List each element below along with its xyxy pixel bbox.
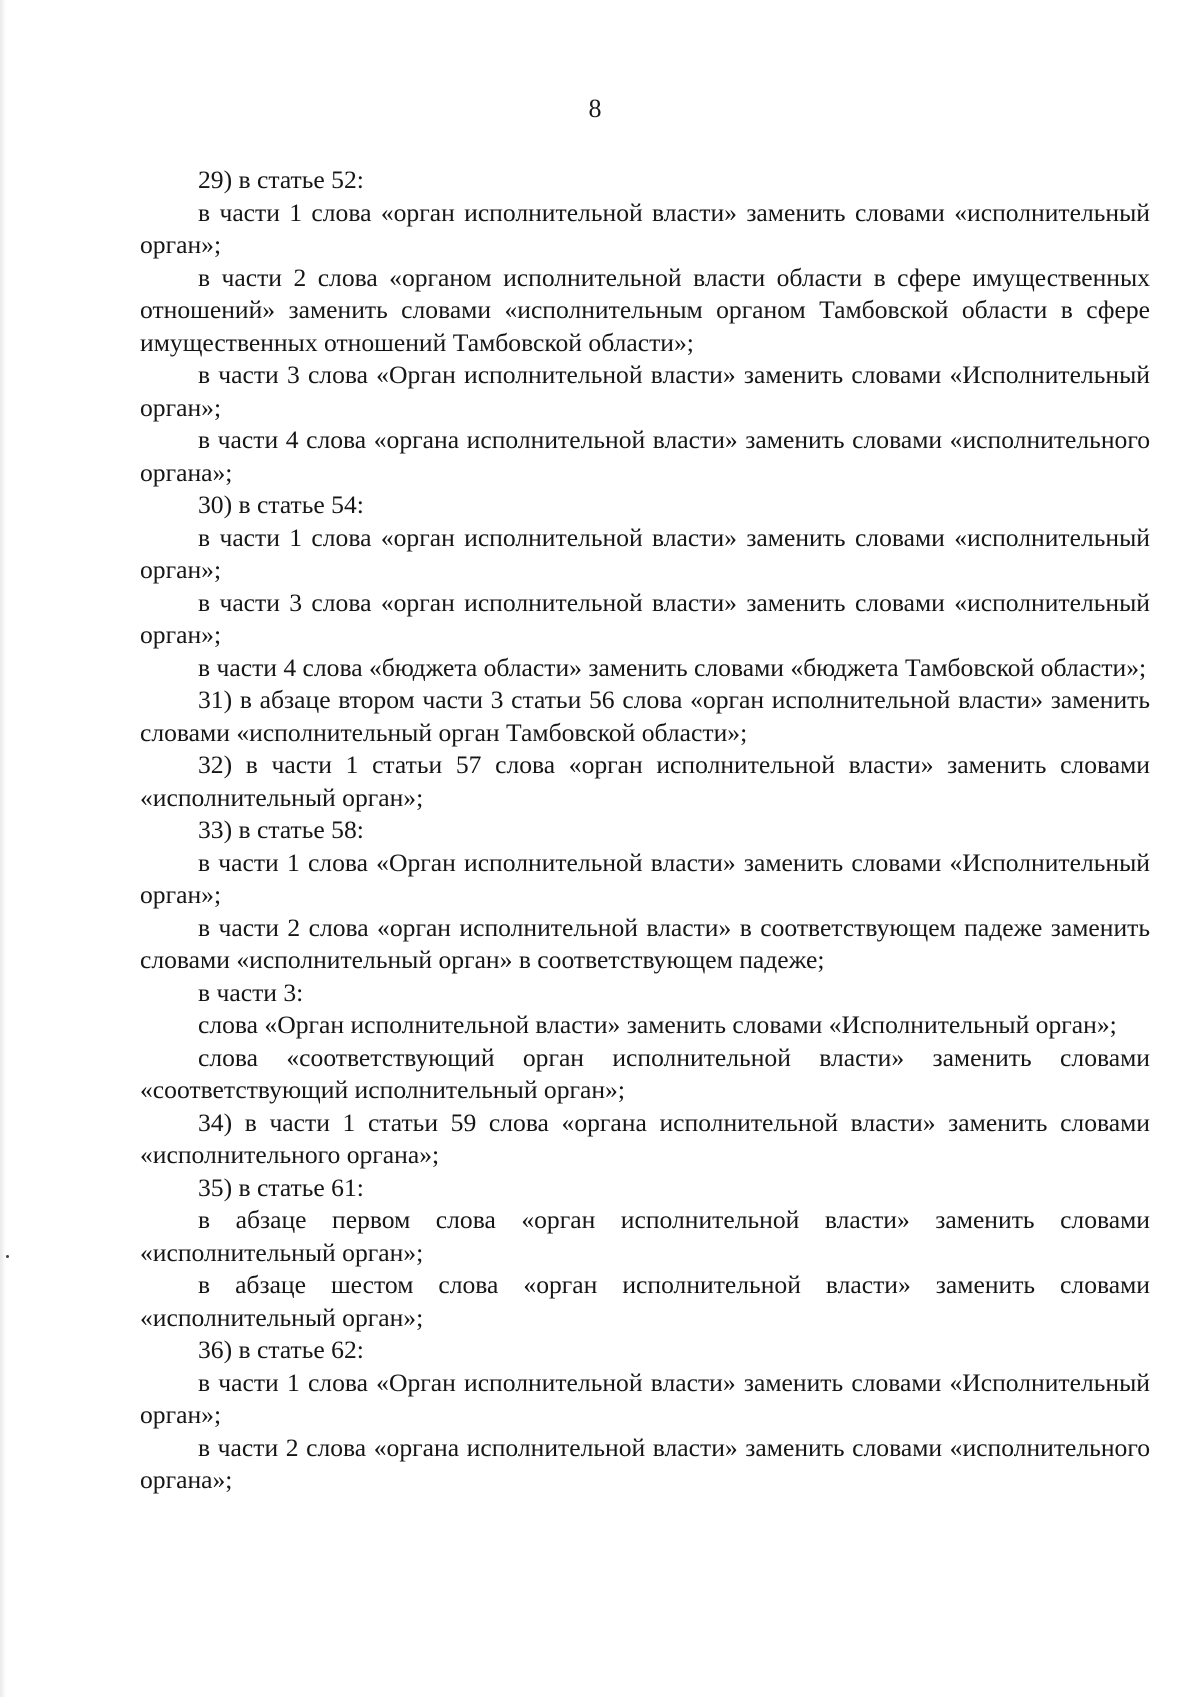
paragraph: слова «соответствующий орган исполнительной власти» заменить словами «соответствующий исполнительный орган»;	[140, 1042, 1150, 1104]
paragraph-item-32: 32) в части 1 статьи 57 слова «орган исполнительной власти» заменить словами «исполнительный орган»;	[140, 750, 1150, 812]
scan-edge-shadow	[0, 0, 6, 1697]
paragraph: в части 2 слова «органа исполнительной власти» заменить словами «исполнительного органа»;	[140, 1432, 1150, 1494]
paragraph: слова «Орган исполнительной власти» заменить словами «Исполнительный орган»;	[198, 1010, 1117, 1039]
paragraph-item-30: 30) в статье 54:	[198, 490, 364, 519]
paragraph: в части 1 слова «Орган исполнительной власти» заменить словами «Исполнительный орган»;	[140, 847, 1150, 909]
paragraph: в части 4 слова «органа исполнительной власти» заменить словами «исполнительного органа»;	[140, 425, 1150, 487]
paragraph: в части 2 слова «органом исполнительной власти области в сфере имущественных отношений» заменить словами «исполнительным органом Тамбовской области в сфере имущественных отношений Тамбовской области»;	[140, 262, 1150, 357]
paragraph: в части 4 слова «бюджета области» заменить словами «бюджета Тамбовской области»;	[198, 652, 1147, 682]
paragraph-item-34: 34) в части 1 статьи 59 слова «органа исполнительной власти» заменить словами «исполнительного органа»;	[140, 1107, 1150, 1169]
paragraph: в части 3 слова «Орган исполнительной власти» заменить словами «Исполнительный орган»;	[140, 360, 1150, 422]
paragraph-item-29: 29) в статье 52:	[198, 165, 364, 194]
paragraph-item-35: 35) в статье 61:	[198, 1172, 364, 1202]
paragraph: в абзаце первом слова «орган исполнительной власти» заменить словами «исполнительный орган»;	[140, 1205, 1150, 1267]
paragraph: в части 3 слова «орган исполнительной власти» заменить словами «исполнительный орган»;	[140, 587, 1150, 649]
paragraph: в части 3:	[198, 977, 304, 1007]
paragraph: в части 1 слова «орган исполнительной власти» заменить словами «исполнительный орган»;	[140, 197, 1150, 259]
document-body	[140, 164, 1150, 1497]
paragraph: в части 1 слова «орган исполнительной власти» заменить словами «исполнительный орган»;	[140, 522, 1150, 584]
paragraph: в части 1 слова «Орган исполнительной власти» заменить словами «Исполнительный орган»;	[140, 1367, 1150, 1429]
scan-speck	[6, 1255, 9, 1258]
paragraph: в абзаце шестом слова «орган исполнительной власти» заменить словами «исполнительный орган»;	[140, 1270, 1150, 1332]
paragraph-item-31: 31) в абзаце втором части 3 статьи 56 слова «орган исполнительной власти» заменить словами «исполнительный орган Тамбовской области»;	[140, 685, 1150, 747]
page-number: 8	[588, 94, 602, 123]
paragraph-item-33: 33) в статье 58:	[198, 815, 364, 844]
paragraph-item-36: 36) в статье 62:	[198, 1335, 364, 1364]
paragraph: в части 2 слова «орган исполнительной власти» в соответствующем падеже заменить словами «исполнительный орган» в соответствующем падеже;	[140, 912, 1150, 974]
